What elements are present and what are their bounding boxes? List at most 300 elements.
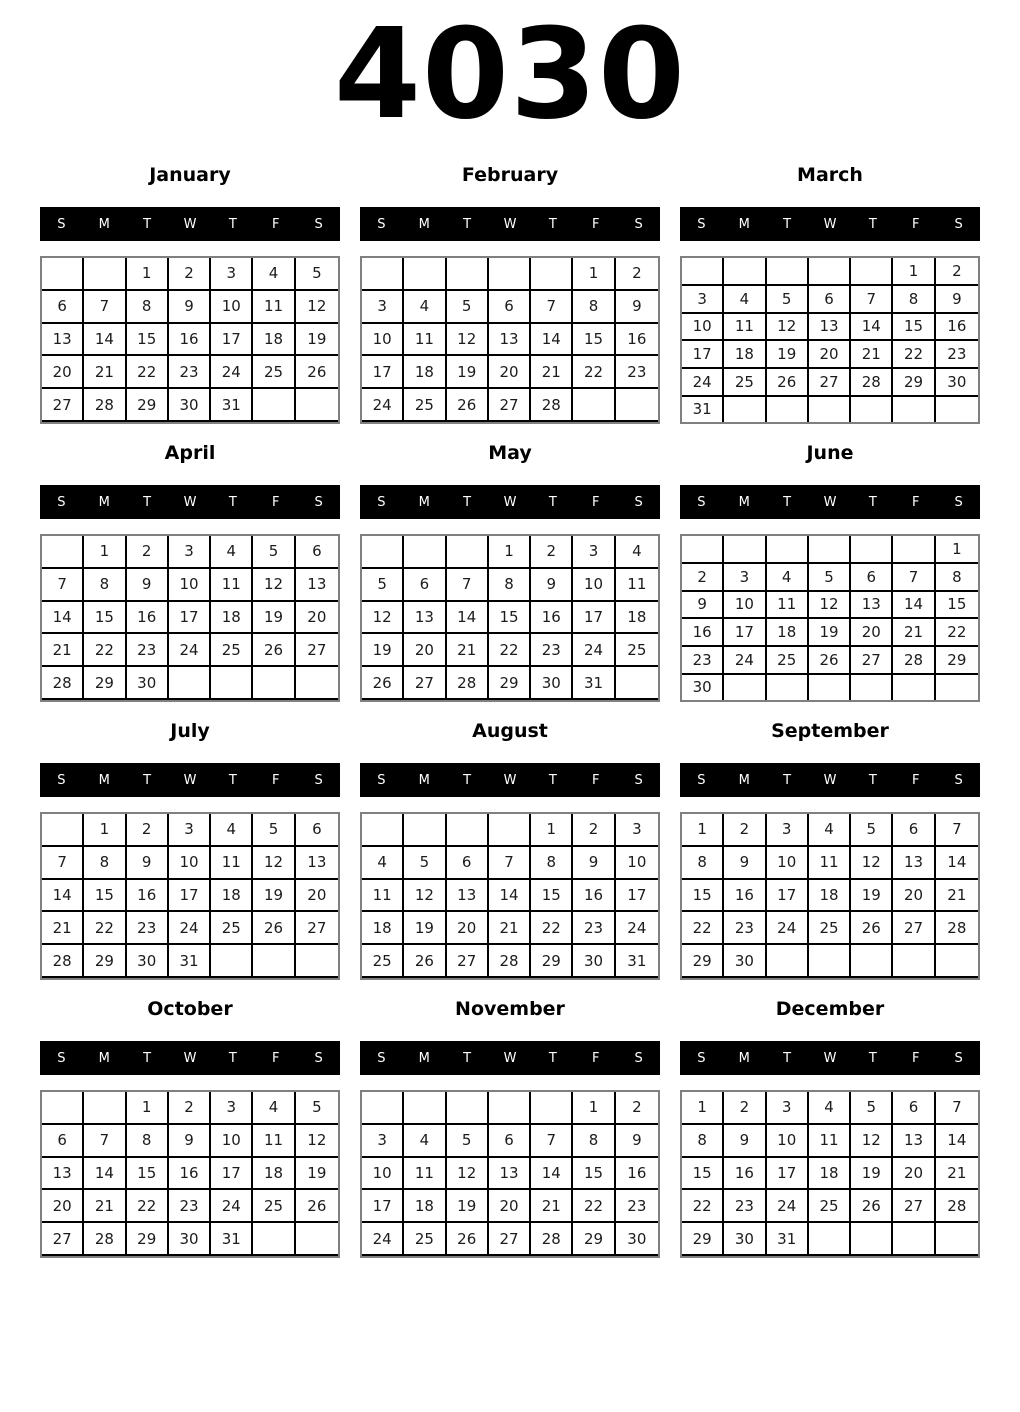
week-row xyxy=(362,324,658,357)
empty-day-cell xyxy=(724,675,766,700)
day-cell: 1 xyxy=(573,1092,615,1125)
weekday-label: S xyxy=(57,216,66,232)
week-row xyxy=(362,667,658,700)
day-cell: 30 xyxy=(127,667,169,700)
day-cell: 8 xyxy=(489,569,531,602)
day-cell: 31 xyxy=(211,389,253,422)
weekday-label: T xyxy=(868,494,877,510)
day-cell: 15 xyxy=(893,314,935,342)
day-cell: 11 xyxy=(809,847,851,880)
day-cell: 25 xyxy=(809,1190,851,1223)
weekday-label: S xyxy=(954,216,963,232)
weekday-label: S xyxy=(634,772,643,788)
day-cell: 13 xyxy=(489,1158,531,1191)
week-row xyxy=(682,814,978,847)
week-row xyxy=(682,286,978,314)
week-row xyxy=(362,536,658,569)
weekday-label: F xyxy=(271,216,280,232)
empty-day-cell xyxy=(809,397,851,422)
day-cell: 5 xyxy=(851,814,893,847)
week-row xyxy=(42,945,338,978)
week-row xyxy=(682,880,978,913)
day-cell: 26 xyxy=(851,1190,893,1223)
day-cell: 25 xyxy=(362,945,404,978)
day-cell: 8 xyxy=(84,569,126,602)
weekday-label: S xyxy=(57,1050,66,1066)
day-cell: 11 xyxy=(253,1125,295,1158)
day-cell: 17 xyxy=(573,602,615,635)
weekday-label: S xyxy=(697,216,706,232)
weekday-label: F xyxy=(271,1050,280,1066)
day-cell: 28 xyxy=(531,389,573,422)
day-cell: 3 xyxy=(169,536,211,569)
empty-day-cell xyxy=(724,397,766,422)
empty-day-cell xyxy=(616,667,658,700)
week-row xyxy=(362,258,658,291)
day-cell: 5 xyxy=(851,1092,893,1125)
weekday-header-bar xyxy=(680,1041,980,1075)
week-row xyxy=(682,675,978,700)
day-cell: 19 xyxy=(851,1158,893,1191)
weekday-label: T xyxy=(548,772,557,788)
day-cell: 16 xyxy=(724,880,766,913)
day-cell: 29 xyxy=(127,389,169,422)
weekday-label: M xyxy=(98,494,110,510)
day-cell: 13 xyxy=(893,1125,935,1158)
day-cell: 15 xyxy=(127,1158,169,1191)
day-cell: 23 xyxy=(169,1190,211,1223)
day-cell: 12 xyxy=(809,592,851,620)
day-cell: 21 xyxy=(936,1158,978,1191)
day-cell: 2 xyxy=(169,1092,211,1125)
day-cell: 14 xyxy=(42,880,84,913)
day-cell: 12 xyxy=(253,847,295,880)
day-cell: 3 xyxy=(169,814,211,847)
day-cell: 5 xyxy=(809,564,851,592)
day-cell: 19 xyxy=(404,912,446,945)
day-cell: 2 xyxy=(573,814,615,847)
day-cell: 16 xyxy=(573,880,615,913)
day-cell: 21 xyxy=(531,1190,573,1223)
day-cell: 3 xyxy=(767,814,809,847)
empty-day-cell xyxy=(42,536,84,569)
day-cell: 17 xyxy=(362,356,404,389)
day-cell: 15 xyxy=(573,1158,615,1191)
day-cell: 10 xyxy=(573,569,615,602)
weekday-label: M xyxy=(738,216,750,232)
weekday-label: T xyxy=(783,772,792,788)
day-cell: 8 xyxy=(84,847,126,880)
day-cell: 11 xyxy=(724,314,766,342)
weekday-header-bar xyxy=(40,207,340,241)
day-cell: 12 xyxy=(296,291,338,324)
day-cell: 19 xyxy=(447,356,489,389)
day-cell: 22 xyxy=(84,634,126,667)
day-cell: 18 xyxy=(767,619,809,647)
day-cell: 3 xyxy=(616,814,658,847)
day-cell: 6 xyxy=(809,286,851,314)
week-row xyxy=(682,397,978,422)
weekday-label: M xyxy=(738,1050,750,1066)
day-cell: 17 xyxy=(169,880,211,913)
day-cell: 26 xyxy=(767,369,809,397)
week-row xyxy=(42,814,338,847)
week-row xyxy=(682,258,978,286)
weekday-label: T xyxy=(783,494,792,510)
day-cell: 5 xyxy=(404,847,446,880)
day-cell: 23 xyxy=(682,647,724,675)
empty-day-cell xyxy=(362,258,404,291)
week-row xyxy=(42,1158,338,1191)
empty-day-cell xyxy=(724,536,766,564)
day-cell: 11 xyxy=(253,291,295,324)
day-cell: 23 xyxy=(169,356,211,389)
week-row xyxy=(682,945,978,978)
day-cell: 2 xyxy=(127,814,169,847)
day-cell: 1 xyxy=(531,814,573,847)
day-cell: 28 xyxy=(936,1190,978,1223)
month-april xyxy=(40,443,340,702)
month-title: December xyxy=(775,998,885,1020)
day-cell: 4 xyxy=(253,258,295,291)
day-cell: 14 xyxy=(531,324,573,357)
day-cell: 23 xyxy=(573,912,615,945)
month-november xyxy=(360,999,660,1258)
empty-day-cell xyxy=(489,814,531,847)
day-cell: 21 xyxy=(531,356,573,389)
weekday-label: S xyxy=(954,494,963,510)
day-cell: 12 xyxy=(362,602,404,635)
day-cell: 18 xyxy=(211,602,253,635)
day-cell: 11 xyxy=(404,1158,446,1191)
day-cell: 23 xyxy=(724,1190,766,1223)
weekday-label: T xyxy=(228,216,237,232)
day-cell: 10 xyxy=(169,569,211,602)
week-row xyxy=(42,880,338,913)
day-cell: 24 xyxy=(362,389,404,422)
empty-day-cell xyxy=(531,1092,573,1125)
day-cell: 26 xyxy=(296,1190,338,1223)
day-cell: 30 xyxy=(616,1223,658,1256)
day-cell: 3 xyxy=(724,564,766,592)
weekday-label: F xyxy=(591,1050,600,1066)
day-cell: 12 xyxy=(253,569,295,602)
day-cell: 20 xyxy=(404,634,446,667)
day-cell: 4 xyxy=(809,1092,851,1125)
weekday-label: F xyxy=(591,494,600,510)
week-row xyxy=(682,536,978,564)
weekday-label: F xyxy=(271,494,280,510)
empty-day-cell xyxy=(253,1223,295,1256)
week-row xyxy=(682,1223,978,1256)
day-cell: 15 xyxy=(84,880,126,913)
weekday-label: T xyxy=(463,772,472,788)
empty-day-cell xyxy=(489,1092,531,1125)
day-cell: 5 xyxy=(447,291,489,324)
empty-day-cell xyxy=(296,389,338,422)
day-cell: 23 xyxy=(616,1190,658,1223)
day-cell: 16 xyxy=(616,1158,658,1191)
empty-day-cell xyxy=(211,667,253,700)
empty-day-cell xyxy=(936,675,978,700)
day-cell: 16 xyxy=(169,1158,211,1191)
day-cell: 18 xyxy=(253,1158,295,1191)
empty-day-cell xyxy=(573,389,615,422)
day-cell: 24 xyxy=(724,647,766,675)
week-row xyxy=(362,634,658,667)
day-cell: 25 xyxy=(253,356,295,389)
day-cell: 18 xyxy=(724,341,766,369)
day-cell: 15 xyxy=(84,602,126,635)
day-cell: 22 xyxy=(936,619,978,647)
week-row xyxy=(682,314,978,342)
day-cell: 24 xyxy=(211,1190,253,1223)
weekday-label: T xyxy=(143,772,152,788)
day-cell: 7 xyxy=(447,569,489,602)
empty-day-cell xyxy=(84,258,126,291)
day-cell: 4 xyxy=(404,1125,446,1158)
month-october xyxy=(40,999,340,1258)
day-cell: 8 xyxy=(573,1125,615,1158)
empty-day-cell xyxy=(84,1092,126,1125)
day-cell: 19 xyxy=(253,602,295,635)
day-cell: 7 xyxy=(489,847,531,880)
day-cell: 31 xyxy=(767,1223,809,1256)
empty-day-cell xyxy=(936,1223,978,1256)
day-cell: 17 xyxy=(682,341,724,369)
week-row xyxy=(362,1190,658,1223)
empty-day-cell xyxy=(211,945,253,978)
week-row xyxy=(362,880,658,913)
day-cell: 20 xyxy=(489,356,531,389)
day-cell: 23 xyxy=(127,912,169,945)
day-cell: 17 xyxy=(211,324,253,357)
weekday-label: W xyxy=(823,216,837,232)
day-cell: 13 xyxy=(42,324,84,357)
day-cell: 6 xyxy=(404,569,446,602)
empty-day-cell xyxy=(489,258,531,291)
day-cell: 14 xyxy=(936,1125,978,1158)
weekday-label: T xyxy=(868,216,877,232)
day-cell: 21 xyxy=(893,619,935,647)
empty-day-cell xyxy=(851,675,893,700)
day-cell: 21 xyxy=(84,1190,126,1223)
day-cell: 27 xyxy=(42,1223,84,1256)
day-cell: 16 xyxy=(936,314,978,342)
day-cell: 14 xyxy=(84,1158,126,1191)
empty-day-cell xyxy=(851,397,893,422)
day-cell: 29 xyxy=(682,945,724,978)
day-cell: 15 xyxy=(682,1158,724,1191)
week-row xyxy=(682,1092,978,1125)
week-row xyxy=(362,945,658,978)
weekday-label: S xyxy=(314,772,323,788)
weekday-label: W xyxy=(503,494,517,510)
weekday-header-bar xyxy=(40,763,340,797)
day-cell: 29 xyxy=(489,667,531,700)
week-row xyxy=(362,356,658,389)
day-cell: 10 xyxy=(169,847,211,880)
day-cell: 20 xyxy=(489,1190,531,1223)
day-cell: 2 xyxy=(616,1092,658,1125)
month-title: June xyxy=(806,442,854,464)
week-row xyxy=(42,1190,338,1223)
day-cell: 28 xyxy=(893,647,935,675)
weekday-label: F xyxy=(271,772,280,788)
day-cell: 27 xyxy=(893,1190,935,1223)
empty-day-cell xyxy=(724,258,766,286)
month-title: August xyxy=(472,720,548,742)
day-cell: 5 xyxy=(767,286,809,314)
weekday-label: M xyxy=(98,772,110,788)
empty-day-cell xyxy=(767,536,809,564)
day-cell: 4 xyxy=(809,814,851,847)
day-cell: 31 xyxy=(573,667,615,700)
month-grid xyxy=(680,812,980,980)
empty-day-cell xyxy=(851,945,893,978)
day-cell: 20 xyxy=(447,912,489,945)
empty-day-cell xyxy=(851,258,893,286)
day-cell: 3 xyxy=(682,286,724,314)
day-cell: 7 xyxy=(84,291,126,324)
month-may xyxy=(360,443,660,702)
day-cell: 11 xyxy=(211,847,253,880)
weekday-header-bar xyxy=(680,485,980,519)
day-cell: 6 xyxy=(42,291,84,324)
day-cell: 30 xyxy=(936,369,978,397)
day-cell: 7 xyxy=(936,1092,978,1125)
day-cell: 13 xyxy=(809,314,851,342)
day-cell: 10 xyxy=(211,1125,253,1158)
day-cell: 2 xyxy=(724,814,766,847)
month-title: March xyxy=(797,164,863,186)
day-cell: 31 xyxy=(169,945,211,978)
day-cell: 18 xyxy=(616,602,658,635)
week-row xyxy=(42,291,338,324)
month-july xyxy=(40,721,340,980)
day-cell: 20 xyxy=(893,880,935,913)
week-row xyxy=(682,1125,978,1158)
empty-day-cell xyxy=(809,675,851,700)
month-grid xyxy=(360,812,660,980)
weekday-label: W xyxy=(183,772,197,788)
day-cell: 1 xyxy=(573,258,615,291)
day-cell: 27 xyxy=(851,647,893,675)
month-grid xyxy=(40,256,340,424)
weekday-label: S xyxy=(314,494,323,510)
day-cell: 20 xyxy=(893,1158,935,1191)
day-cell: 15 xyxy=(531,880,573,913)
day-cell: 21 xyxy=(489,912,531,945)
week-row xyxy=(42,1092,338,1125)
day-cell: 29 xyxy=(127,1223,169,1256)
day-cell: 25 xyxy=(724,369,766,397)
empty-day-cell xyxy=(447,814,489,847)
week-row xyxy=(42,912,338,945)
day-cell: 26 xyxy=(404,945,446,978)
day-cell: 24 xyxy=(767,1190,809,1223)
day-cell: 11 xyxy=(211,569,253,602)
weekday-label: T xyxy=(548,216,557,232)
day-cell: 12 xyxy=(851,1125,893,1158)
empty-day-cell xyxy=(936,945,978,978)
day-cell: 18 xyxy=(404,356,446,389)
year-title: 4030 xyxy=(334,2,686,147)
day-cell: 20 xyxy=(42,1190,84,1223)
day-cell: 19 xyxy=(851,880,893,913)
weekday-label: S xyxy=(634,494,643,510)
day-cell: 14 xyxy=(489,880,531,913)
day-cell: 16 xyxy=(169,324,211,357)
weekday-label: W xyxy=(503,1050,517,1066)
month-title: July xyxy=(170,720,210,742)
day-cell: 11 xyxy=(616,569,658,602)
day-cell: 28 xyxy=(84,389,126,422)
day-cell: 9 xyxy=(724,847,766,880)
day-cell: 10 xyxy=(767,1125,809,1158)
day-cell: 2 xyxy=(936,258,978,286)
day-cell: 17 xyxy=(211,1158,253,1191)
day-cell: 30 xyxy=(169,389,211,422)
week-row xyxy=(42,634,338,667)
empty-day-cell xyxy=(362,814,404,847)
weekday-header-bar xyxy=(40,1041,340,1075)
day-cell: 14 xyxy=(936,847,978,880)
empty-day-cell xyxy=(169,667,211,700)
weekday-label: T xyxy=(548,1050,557,1066)
day-cell: 31 xyxy=(616,945,658,978)
month-grid xyxy=(680,534,980,702)
month-june xyxy=(680,443,980,702)
day-cell: 11 xyxy=(767,592,809,620)
day-cell: 29 xyxy=(84,667,126,700)
day-cell: 3 xyxy=(767,1092,809,1125)
day-cell: 22 xyxy=(489,634,531,667)
week-row xyxy=(42,389,338,422)
day-cell: 16 xyxy=(531,602,573,635)
day-cell: 29 xyxy=(84,945,126,978)
day-cell: 16 xyxy=(616,324,658,357)
day-cell: 25 xyxy=(404,1223,446,1256)
month-grid xyxy=(680,1090,980,1258)
day-cell: 22 xyxy=(84,912,126,945)
day-cell: 15 xyxy=(573,324,615,357)
weekday-label: S xyxy=(377,772,386,788)
empty-day-cell xyxy=(296,945,338,978)
week-row xyxy=(682,619,978,647)
day-cell: 21 xyxy=(851,341,893,369)
day-cell: 9 xyxy=(616,1125,658,1158)
day-cell: 21 xyxy=(936,880,978,913)
day-cell: 6 xyxy=(489,291,531,324)
weekday-label: S xyxy=(697,772,706,788)
weekday-label: S xyxy=(697,1050,706,1066)
day-cell: 1 xyxy=(893,258,935,286)
day-cell: 25 xyxy=(767,647,809,675)
weekday-label: W xyxy=(183,1050,197,1066)
month-grid xyxy=(360,534,660,702)
day-cell: 19 xyxy=(296,1158,338,1191)
day-cell: 9 xyxy=(724,1125,766,1158)
weekday-label: S xyxy=(634,216,643,232)
day-cell: 10 xyxy=(767,847,809,880)
day-cell: 9 xyxy=(573,847,615,880)
empty-day-cell xyxy=(893,397,935,422)
day-cell: 29 xyxy=(682,1223,724,1256)
day-cell: 1 xyxy=(127,1092,169,1125)
weekday-label: F xyxy=(591,772,600,788)
weekday-header-bar xyxy=(40,485,340,519)
